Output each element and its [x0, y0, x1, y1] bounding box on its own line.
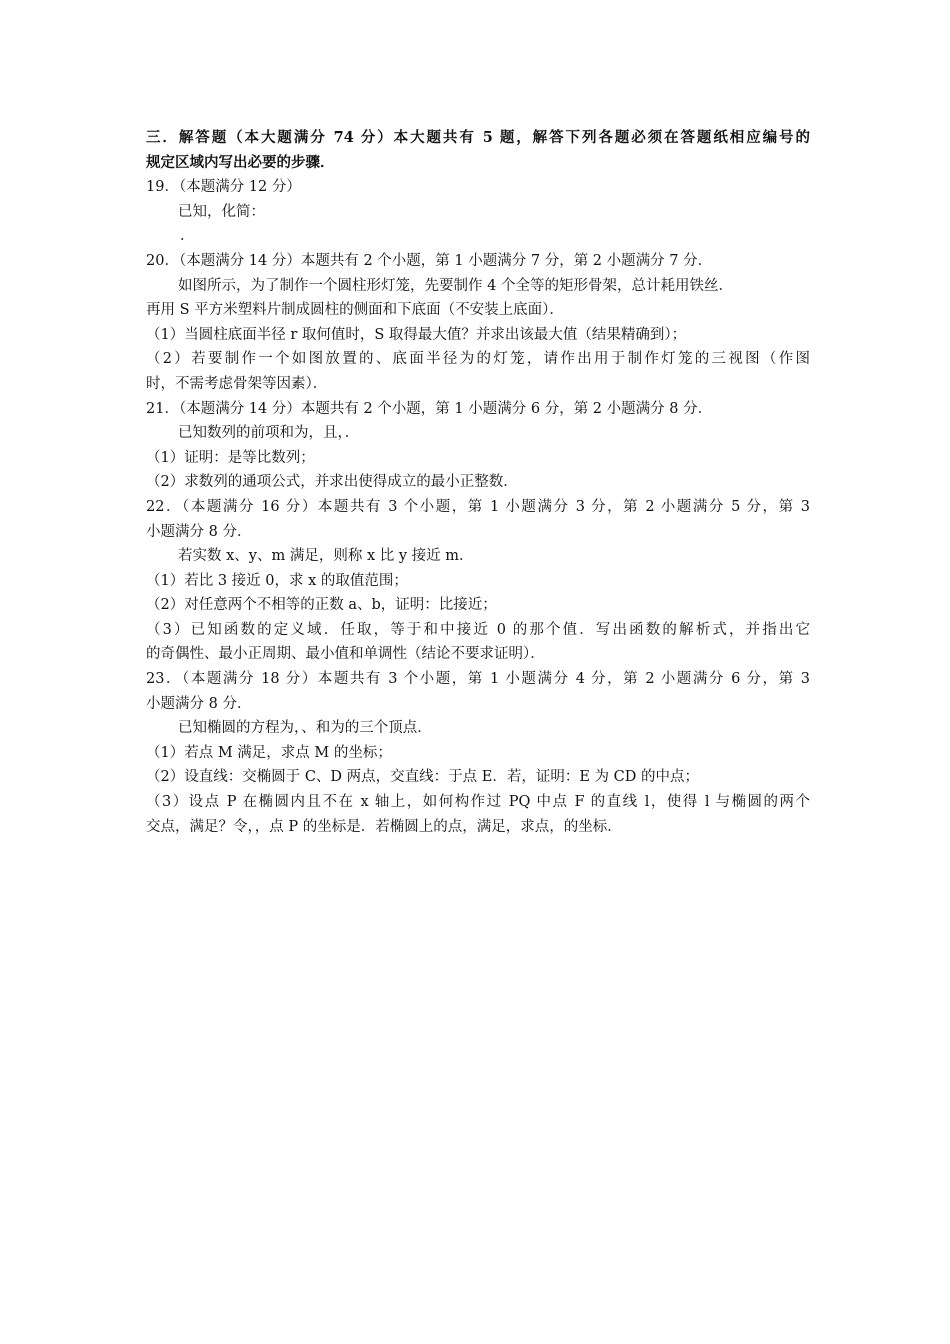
- section-heading-line-1: 三．解答题（本大题满分 74 分）本大题共有 5 题，解答下列各题必须在答题纸相应编号的: [146, 129, 810, 146]
- q23-part-2: （2）设直线：交椭圆于 C、D 两点，交直线：于点 E．若，证明：E 为 CD 的中点；: [146, 769, 699, 786]
- q23-heading-line-1: 23．（本题满分 18 分）本题共有 3 个小题，第 1 小题满分 4 分，第 2 小题满分 6 分，第 3: [146, 671, 810, 688]
- q20-part-2-line-1: （2）若要制作一个如图放置的、底面半径为的灯笼，请作出用于制作灯笼的三视图（作图: [146, 351, 810, 368]
- q23-part-1: （1）若点 M 满足，求点 M 的坐标；: [146, 744, 392, 761]
- q19-text: 已知，化简：: [178, 203, 265, 220]
- q20-heading: 20．（本题满分 14 分）本题共有 2 个小题，第 1 小题满分 7 分，第 2 小题满分 7 分．: [146, 252, 713, 269]
- q19-heading: 19．（本题满分 12 分）: [146, 179, 301, 196]
- q21-part-1: （1）证明：是等比数列；: [146, 449, 315, 466]
- document-page: [146, 126, 810, 839]
- q20-text-1: 如图所示，为了制作一个圆柱形灯笼，先要制作 4 个全等的矩形骨架，总计耗用铁丝．: [178, 277, 733, 294]
- q21-text: 已知数列的前项和为，且，．: [178, 425, 360, 442]
- q23-text: 已知椭圆的方程为，、和为的三个顶点．: [178, 720, 432, 737]
- q20-part-2-line-2: 时，不需考虑骨架等因素）．: [146, 375, 328, 392]
- q20-text-2: 再用 S 平方米塑料片制成圆柱的侧面和下底面（不安装上底面）．: [146, 302, 564, 319]
- q23-heading-line-2: 小题满分 8 分．: [146, 695, 252, 712]
- q22-part-3-line-2: 的奇偶性、最小正周期、最小值和单调性（结论不要求证明）．: [146, 646, 545, 663]
- q23-part-3-line-2: 交点，满足？令，，点 P 的坐标是．若椭圆上的点，满足，求点，的坐标．: [146, 818, 622, 835]
- q22-heading-line-1: 22．（本题满分 16 分）本题共有 3 个小题，第 1 小题满分 3 分，第 2 小题满分 5 分，第 3: [146, 498, 810, 515]
- q22-part-1: （1）若比 3 接近 0，求 x 的取值范围；: [146, 572, 408, 589]
- q19-dot: ．: [180, 228, 195, 245]
- q22-part-3-line-1: （3）已知函数的定义域．任取，等于和中接近 0 的那个值．写出函数的解析式，并指出它: [146, 621, 810, 638]
- q20-part-1: （1）当圆柱底面半径 r 取何值时，S 取得最大值？并求出该最大值（结果精确到）；: [146, 326, 687, 343]
- q22-heading-line-2: 小题满分 8 分．: [146, 523, 252, 540]
- q22-part-2: （2）对任意两个不相等的正数 a、b，证明：比接近；: [146, 597, 497, 614]
- section-heading-line-2: 规定区域内写出必要的步骤．: [146, 153, 335, 171]
- q23-part-3-line-1: （3）设点 P 在椭圆内且不在 x 轴上，如何构作过 PQ 中点 F 的直线 l，使得 l 与椭圆的两个: [146, 794, 810, 811]
- q21-heading: 21．（本题满分 14 分）本题共有 2 个小题，第 1 小题满分 6 分，第 2 小题满分 8 分．: [146, 400, 713, 417]
- q22-text: 若实数 x、y、m 满足，则称 x 比 y 接近 m．: [178, 548, 474, 565]
- q21-part-2: （2）求数列的通项公式，并求出使得成立的最小正整数．: [146, 474, 518, 491]
